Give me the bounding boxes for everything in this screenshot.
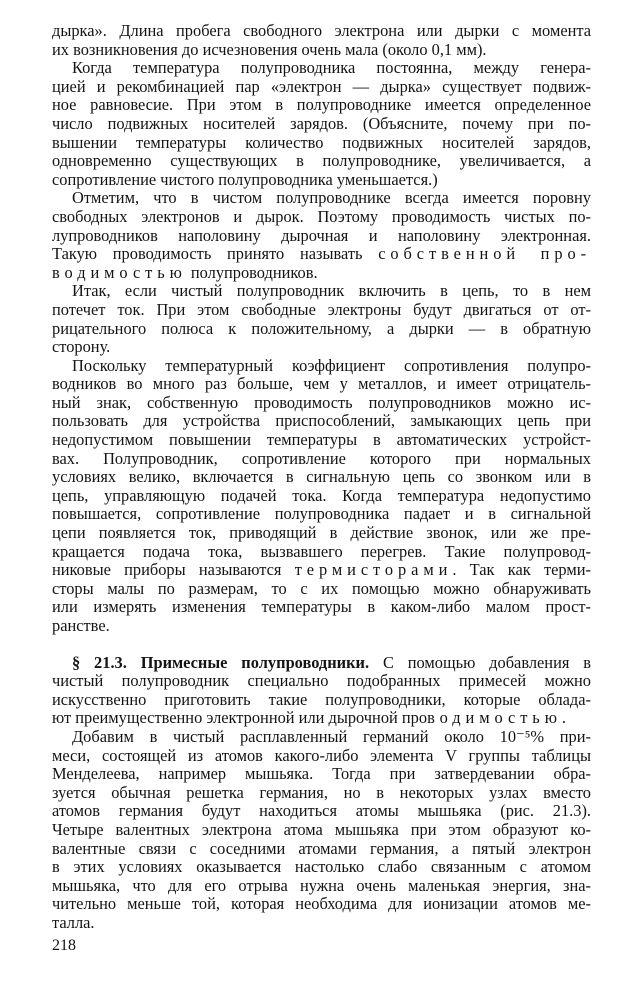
text-line: свободных электронов и дырок. Поэтому проводимость чистых по- — [52, 207, 591, 226]
text-line: их возникновения до исчезновения очень мала (около 0,1 мм). — [52, 40, 487, 59]
emphasized-term: водимостью — [427, 709, 562, 728]
text-line: число подвижных носителей зарядов. (Объясните, почему при по- — [52, 114, 591, 133]
text-line: Добавим в чистый расплавленный германий около 10⁻⁵% при- — [72, 727, 591, 746]
emphasized-term: термисторами — [294, 561, 453, 580]
section-gap — [52, 636, 591, 654]
text-line: ют преимущественно электронной или дырочной проводимостью. — [52, 709, 566, 728]
text-line: повышается, сопротивление полупроводника падает и в сигнальной — [52, 505, 591, 524]
text-block-impurity-semiconductors — [52, 672, 591, 932]
text-line: ное равновесие. При этом в полупроводнике имеется определенное — [52, 96, 591, 115]
page-number: 218 — [52, 937, 76, 954]
text-line: или измерять изменения температуры в каком-либо малом прост- — [52, 598, 591, 617]
emphasized-term: собственной про- — [378, 245, 591, 264]
text-block-intrinsic-conductivity — [52, 22, 591, 636]
text-line: атомов германия будут находиться атомы мышьяка (рис. 21.3). — [52, 802, 591, 821]
text-line: Когда температура полупроводника постоянна, между генера- — [72, 59, 591, 78]
text-line: Итак, если чистый полупроводник включить в цепь, то в нем — [72, 282, 591, 301]
text-line: ный знак, собственную проводимость полупроводников можно ис- — [52, 393, 591, 412]
text-line: Четыре валентных электрона атома мышьяка при этом образуют ко- — [52, 820, 591, 839]
text-line: Отметим, что в чистом полупроводнике всегда имеется поровну — [72, 189, 591, 208]
text-line: ранстве. — [52, 617, 110, 635]
section-heading-continuation: С помощью добавления в — [369, 653, 591, 672]
text-line: сторону. — [52, 338, 111, 357]
text-line: одновременно существующих в полупроводнике, увеличивается, а — [52, 152, 591, 171]
text-line: условиях велико, включается в сигнальную цепь со звонком или в — [52, 468, 591, 487]
emphasized-term: водимостью — [52, 263, 187, 282]
text-line: вышении температуры количество подвижных носителей зарядов, — [52, 133, 591, 152]
text-line: цепь, управляющую подачей тока. Когда температура недопустимо — [52, 486, 591, 505]
text-line: чистый полупроводник специально подобранных примесей можно — [52, 672, 591, 691]
text-line: потечет ток. При этом свободные электроны будут двигаться от от- — [52, 300, 591, 319]
text-line: Менделеева, например мышьяка. Тогда при затвердевании обра- — [52, 765, 591, 784]
text-line: в этих условиях оказывается настолько слабо связанным с атомом — [52, 858, 591, 877]
text-line: цепи появляется ток, приводящий в действие звонок, или же пре- — [52, 524, 591, 543]
text-line: недопустимом повышении температуры в автоматических устройст- — [52, 431, 591, 450]
text-line: дырка». Длина пробега свободного электрона или дырки с момента — [52, 22, 591, 40]
text-line: зуется обычная решетка германия, но в некоторых узлах вместо — [52, 783, 591, 802]
text-line: вах. Полупроводник, сопротивление которого при нормальных — [52, 449, 591, 468]
text-line: водимостью полупроводников. — [52, 263, 318, 282]
text-line: меси, состоящей из атомов какого-либо элемента V группы таблицы — [52, 746, 591, 765]
text-line: валентные связи с соседними атомами германия, а пятый электрон — [52, 839, 591, 858]
text-line: чительно меньше той, которая необходима для ионизации атомов ме- — [52, 895, 591, 914]
text-line: талла. — [52, 913, 95, 932]
text-line: искусственно приготовить такие полупроводники, которые облада- — [52, 690, 591, 709]
text-line: мышьяка, что для его отрыва нужна очень маленькая энергия, зна- — [52, 876, 591, 895]
text-line: сторы малы по размерам, то с их помощью можно обнаруживать — [52, 579, 591, 598]
text-line: никовые приборы называются термисторами. Так как терми- — [52, 561, 591, 580]
text-line: водников во много раз больше, чем у металлов, и имеет отрицатель- — [52, 375, 591, 394]
text-line: Поскольку температурный коэффициент сопротивления полупро- — [72, 356, 591, 375]
text-line: Такую проводимость принято называть собственной про- — [52, 245, 591, 264]
section-heading: § 21.3. Примесные полупроводники. — [72, 653, 370, 672]
text-line: лупроводников наполовину дырочная и наполовину электронная. — [52, 226, 591, 245]
text-line: сопротивление чистого полупроводника уменьшается.) — [52, 170, 438, 189]
text-line: пользовать для устройства приспособлений, замыкающих цепь при — [52, 412, 591, 431]
text-line: рицательного полюса к положительному, а дырки — в обратную — [52, 319, 591, 338]
section-heading-line — [52, 654, 591, 673]
text-line: цией и рекомбинацией пар «электрон — дырка» существует подвиж- — [52, 77, 591, 96]
text-line: кращается подача тока, вызвавшего перегрев. Такие полупровод- — [52, 542, 591, 561]
